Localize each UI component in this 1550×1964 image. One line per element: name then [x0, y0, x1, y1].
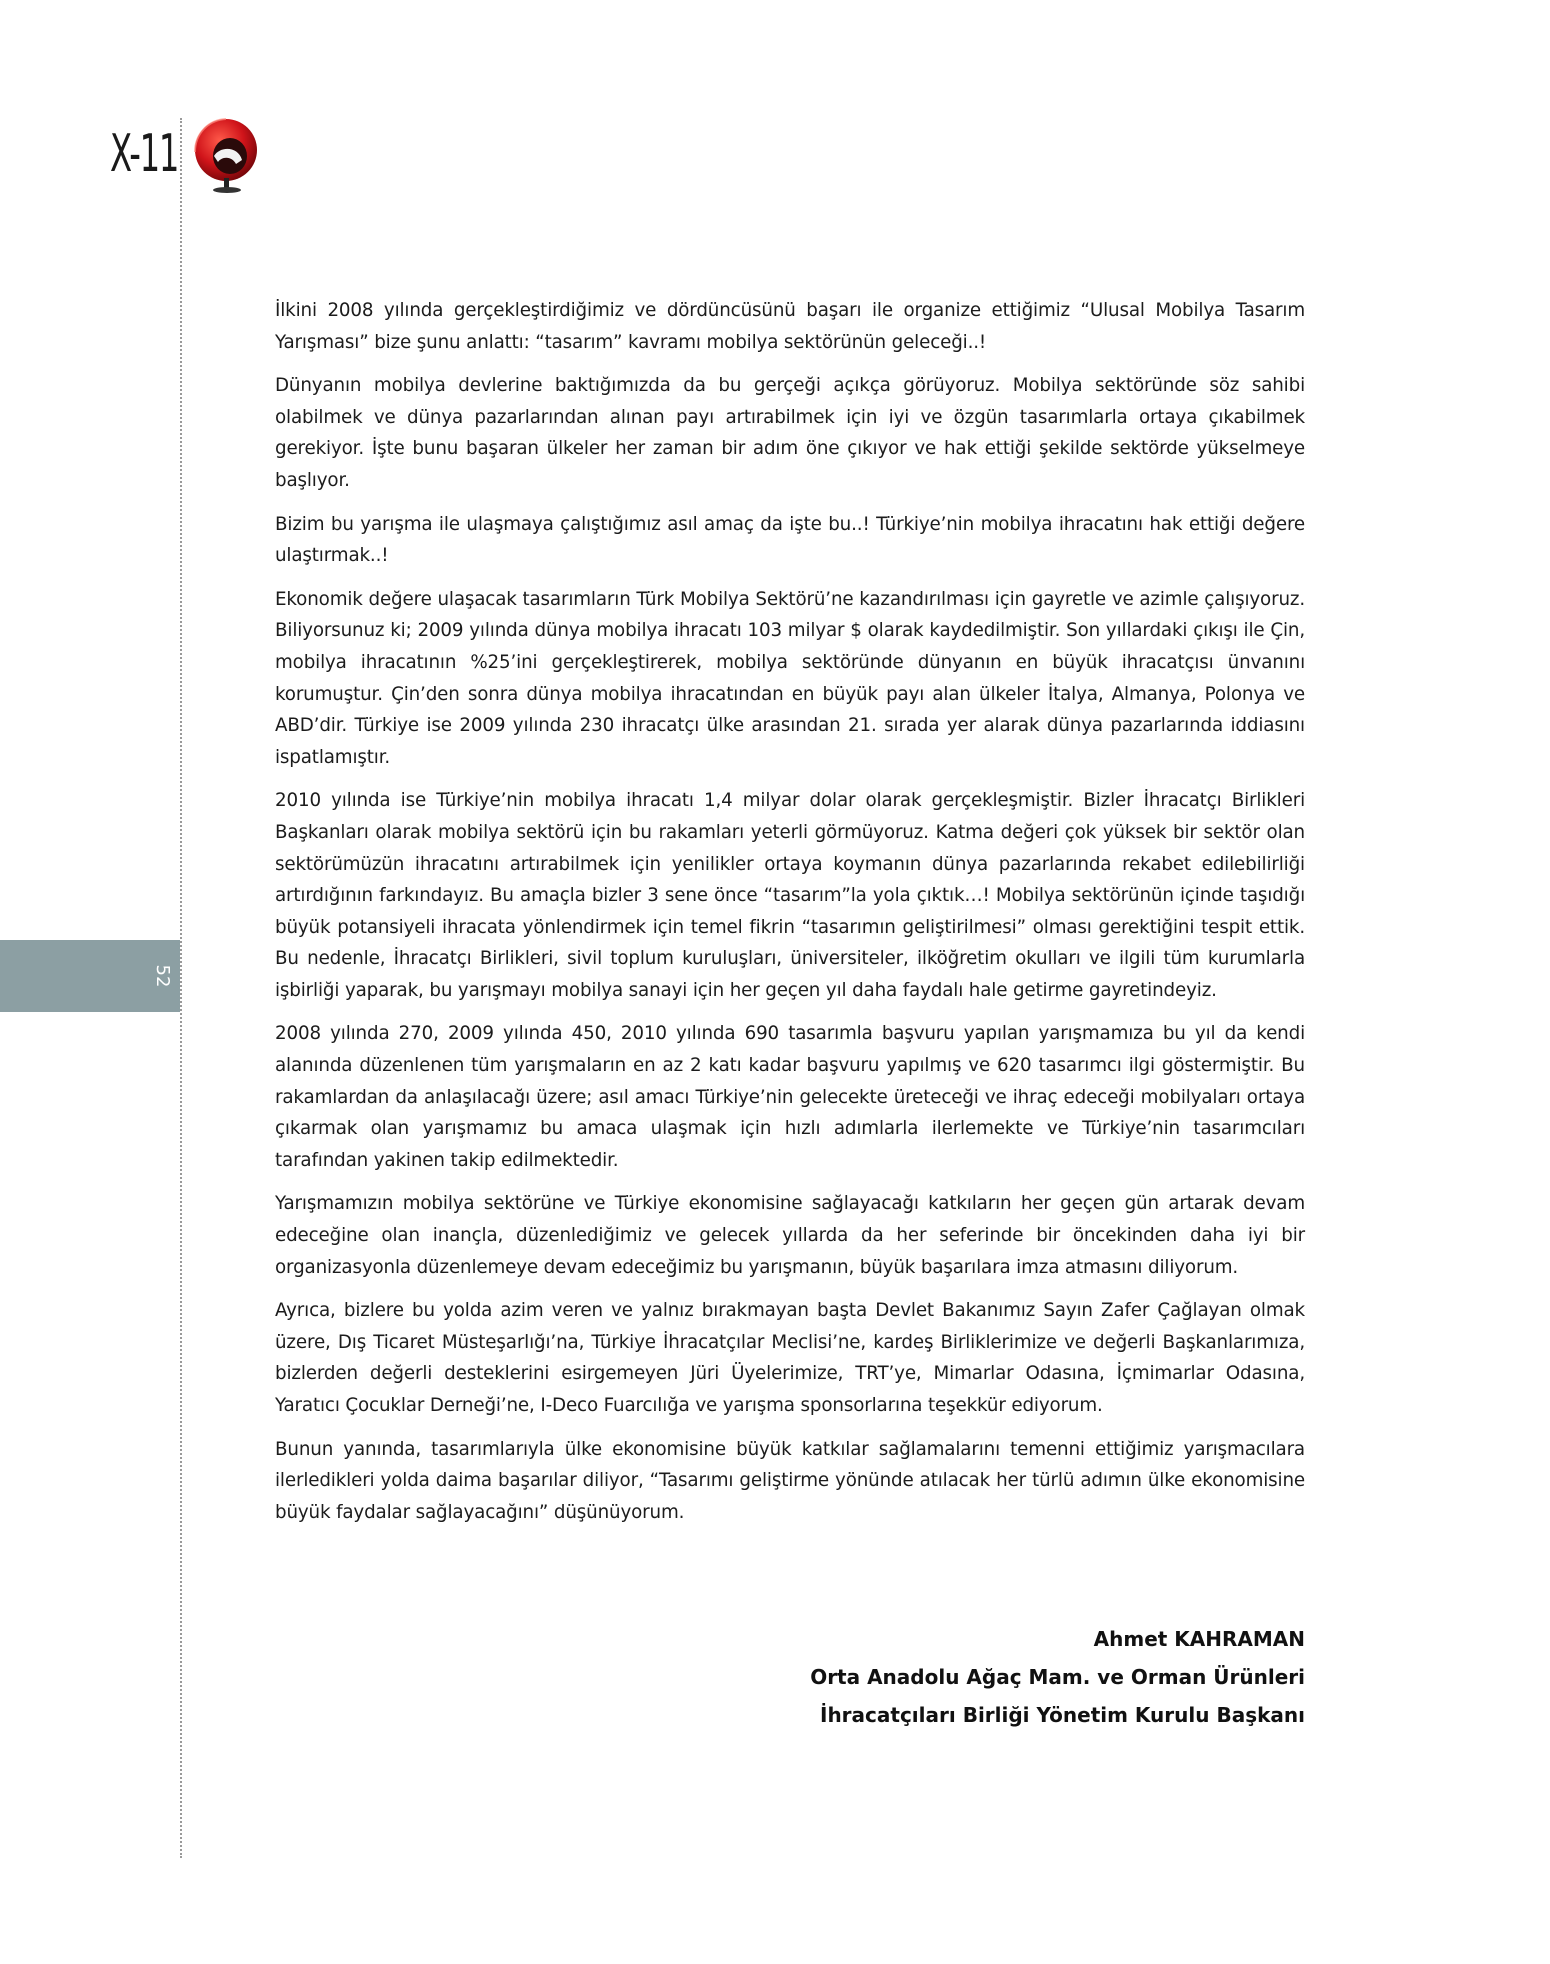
article-paragraph: Ekonomik değere ulaşacak tasarımların Türk Mobilya Sektörü’ne kazandırılması için gayretle ve azimle çalışıyoruz. Biliyorsunuz ki; 2009 yılında dünya mobilya ihracatı 103 milyar $ olarak kaydedilmiştir. Son yıllardaki çıkışı ile Çin, mobilya ihracatının %25’ini gerçekleştirerek, mobilya sektöründe dünyanın en büyük ihracatçısı ünvanını korumuştur. Çin’den sonra dünya mobilya ihracatından en büyük payı alan ülkeler İtalya, Almanya, Polonya ve ABD’dir. Türkiye ise 2009 yılında 230 ihracatçı ülke arasından 21. sırada yer alarak dünya pazarlarında iddiasını ispatlamıştır. [275, 588, 1305, 768]
page-number: 52 [152, 964, 173, 988]
signature-organization-line-1: Orta Anadolu Ağaç Mam. ve Orman Ürünleri [810, 1665, 1305, 1689]
article-paragraph: İlkini 2008 yılında gerçekleştirdiğimiz ve dördüncüsünü başarı ile organize ettiğimiz “Ulusal Mobilya Tasarım Yarışması” bize şunu anlattı: “tasarım” kavramı mobilya sektörünün geleceği..! [275, 300, 1305, 353]
article-paragraph: 2008 yılında 270, 2009 yılında 450, 2010 yılında 690 tasarımla başvuru yapılan yarışmamıza bu yıl da kendi alanında düzenlenen tüm yarışmaların en az 2 katı kadar başvuru yapılmış ve 620 tasarımcı ilgi göstermiştir. Bu rakamlardan da anlaşılacağı üzere; asıl amacı Türkiye’nin gelecekte üreteceği ve ihraç edeceği mobilyaları ortaya çıkarmak olan yarışmamız bu amaca ulaşmak için hızlı adımlarla ilerlemekte ve Türkiye’nin tasarımcıları tarafından yakinen takip edilmektedir. [275, 1023, 1305, 1171]
signature-organization-line-2: İhracatçıları Birliği Yönetim Kurulu Başkanı [820, 1703, 1305, 1727]
signature-block [605, 1620, 1305, 1734]
article-paragraph: Ayrıca, bizlere bu yolda azim veren ve yalnız bırakmayan başta Devlet Bakanımız Sayın Zafer Çağlayan olmak üzere, Dış Ticaret Müsteşarlığı’na, Türkiye İhracatçılar Meclisi’ne, kardeş Birliklerimize ve değerli Başkanlarımıza, bizlerden değerli desteklerini esirgemeyen Jüri Üyelerimize, TRT’ye, Mimarlar Odasına, İçmimarlar Odasına, Yaratıcı Çocuklar Derneği’ne, I-Deco Fuarcılığa ve yarışma sponsorlarına teşekkür ediyorum. [275, 1300, 1305, 1416]
article-body [275, 295, 1305, 1540]
article-paragraph: Yarışmamızın mobilya sektörüne ve Türkiye ekonomisine sağlayacağı katkıların her geçen gün artarak devam edeceğine olan inançla, düzenlediğimiz ve gelecek yıllarda da her seferinde bir öncekinden daha iyi bir organizasyonla düzenlemeye devam edeceğimiz bu yarışmanın, büyük başarılara imza atmasını diliyorum. [275, 1193, 1305, 1278]
article-paragraph: Bizim bu yarışma ile ulaşmaya çalıştığımız asıl amaç da işte bu..! Türkiye’nin mobilya ihracatını hak ettiği değere ulaştırmak..! [275, 513, 1305, 567]
article-paragraph: Dünyanın mobilya devlerine baktığımızda da bu gerçeği açıkça görüyoruz. Mobilya sektöründe söz sahibi olabilmek ve dünya pazarlarından alınan payı artırabilmek için iyi ve özgün tasarımlarla ortaya çıkabilmek gerekiyor. İşte bunu başaran ülkeler her zaman bir adım öne çıkıyor ve hak ettiği şekilde sektörde yükselmeye başlıyor. [275, 375, 1305, 491]
red-chair-logo-icon [190, 112, 265, 197]
article-paragraph: 2010 yılında ise Türkiye’nin mobilya ihracatı 1,4 milyar dolar olarak gerçekleşmiştir. Bizler İhracatçı Birlikleri Başkanları olarak mobilya sektörü için bu rakamları yeterli görmüyoruz. Katma değeri çok yüksek bir sektör olan sektörümüzün ihracatını artırabilmek için yenilikler ortaya koymanın dünya pazarlarında rekabet edilebilirliği artırdığının farkındayız. Bu amaçla bizler 3 sene önce “tasarım”la yola çıktık…! Mobilya sektörünün içinde taşıdığı büyük potansiyeli ihracata yönlendirmek için temel fikrin “tasarımın geliştirilmesi” olması gerektiğini tespit ettik. Bu nedenle, İhracatçı Birlikleri, sivil toplum kuruluşları, üniversiteler, ilköğretim okulları ve ilgili tüm kurumlarla işbirliği yaparak, bu yarışmayı mobilya sanayi için her geçen yıl daha faydalı hale getirme gayretindeyiz. [275, 790, 1305, 1001]
signature-name: Ahmet KAHRAMAN [1093, 1627, 1305, 1651]
article-paragraph: Bunun yanında, tasarımlarıyla ülke ekonomisine büyük katkılar sağlamalarını temenni ettiğimiz yarışmacılara ilerledikleri yolda daima başarılar diliyor, “Tasarımı geliştirme yönünde atılacak her türlü adımın ülke ekonomisine büyük faydalar sağlayacağını” düşünüyorum. [275, 1438, 1305, 1523]
series-label: X-11 [110, 124, 179, 184]
margin-dotted-rule [180, 118, 182, 1858]
